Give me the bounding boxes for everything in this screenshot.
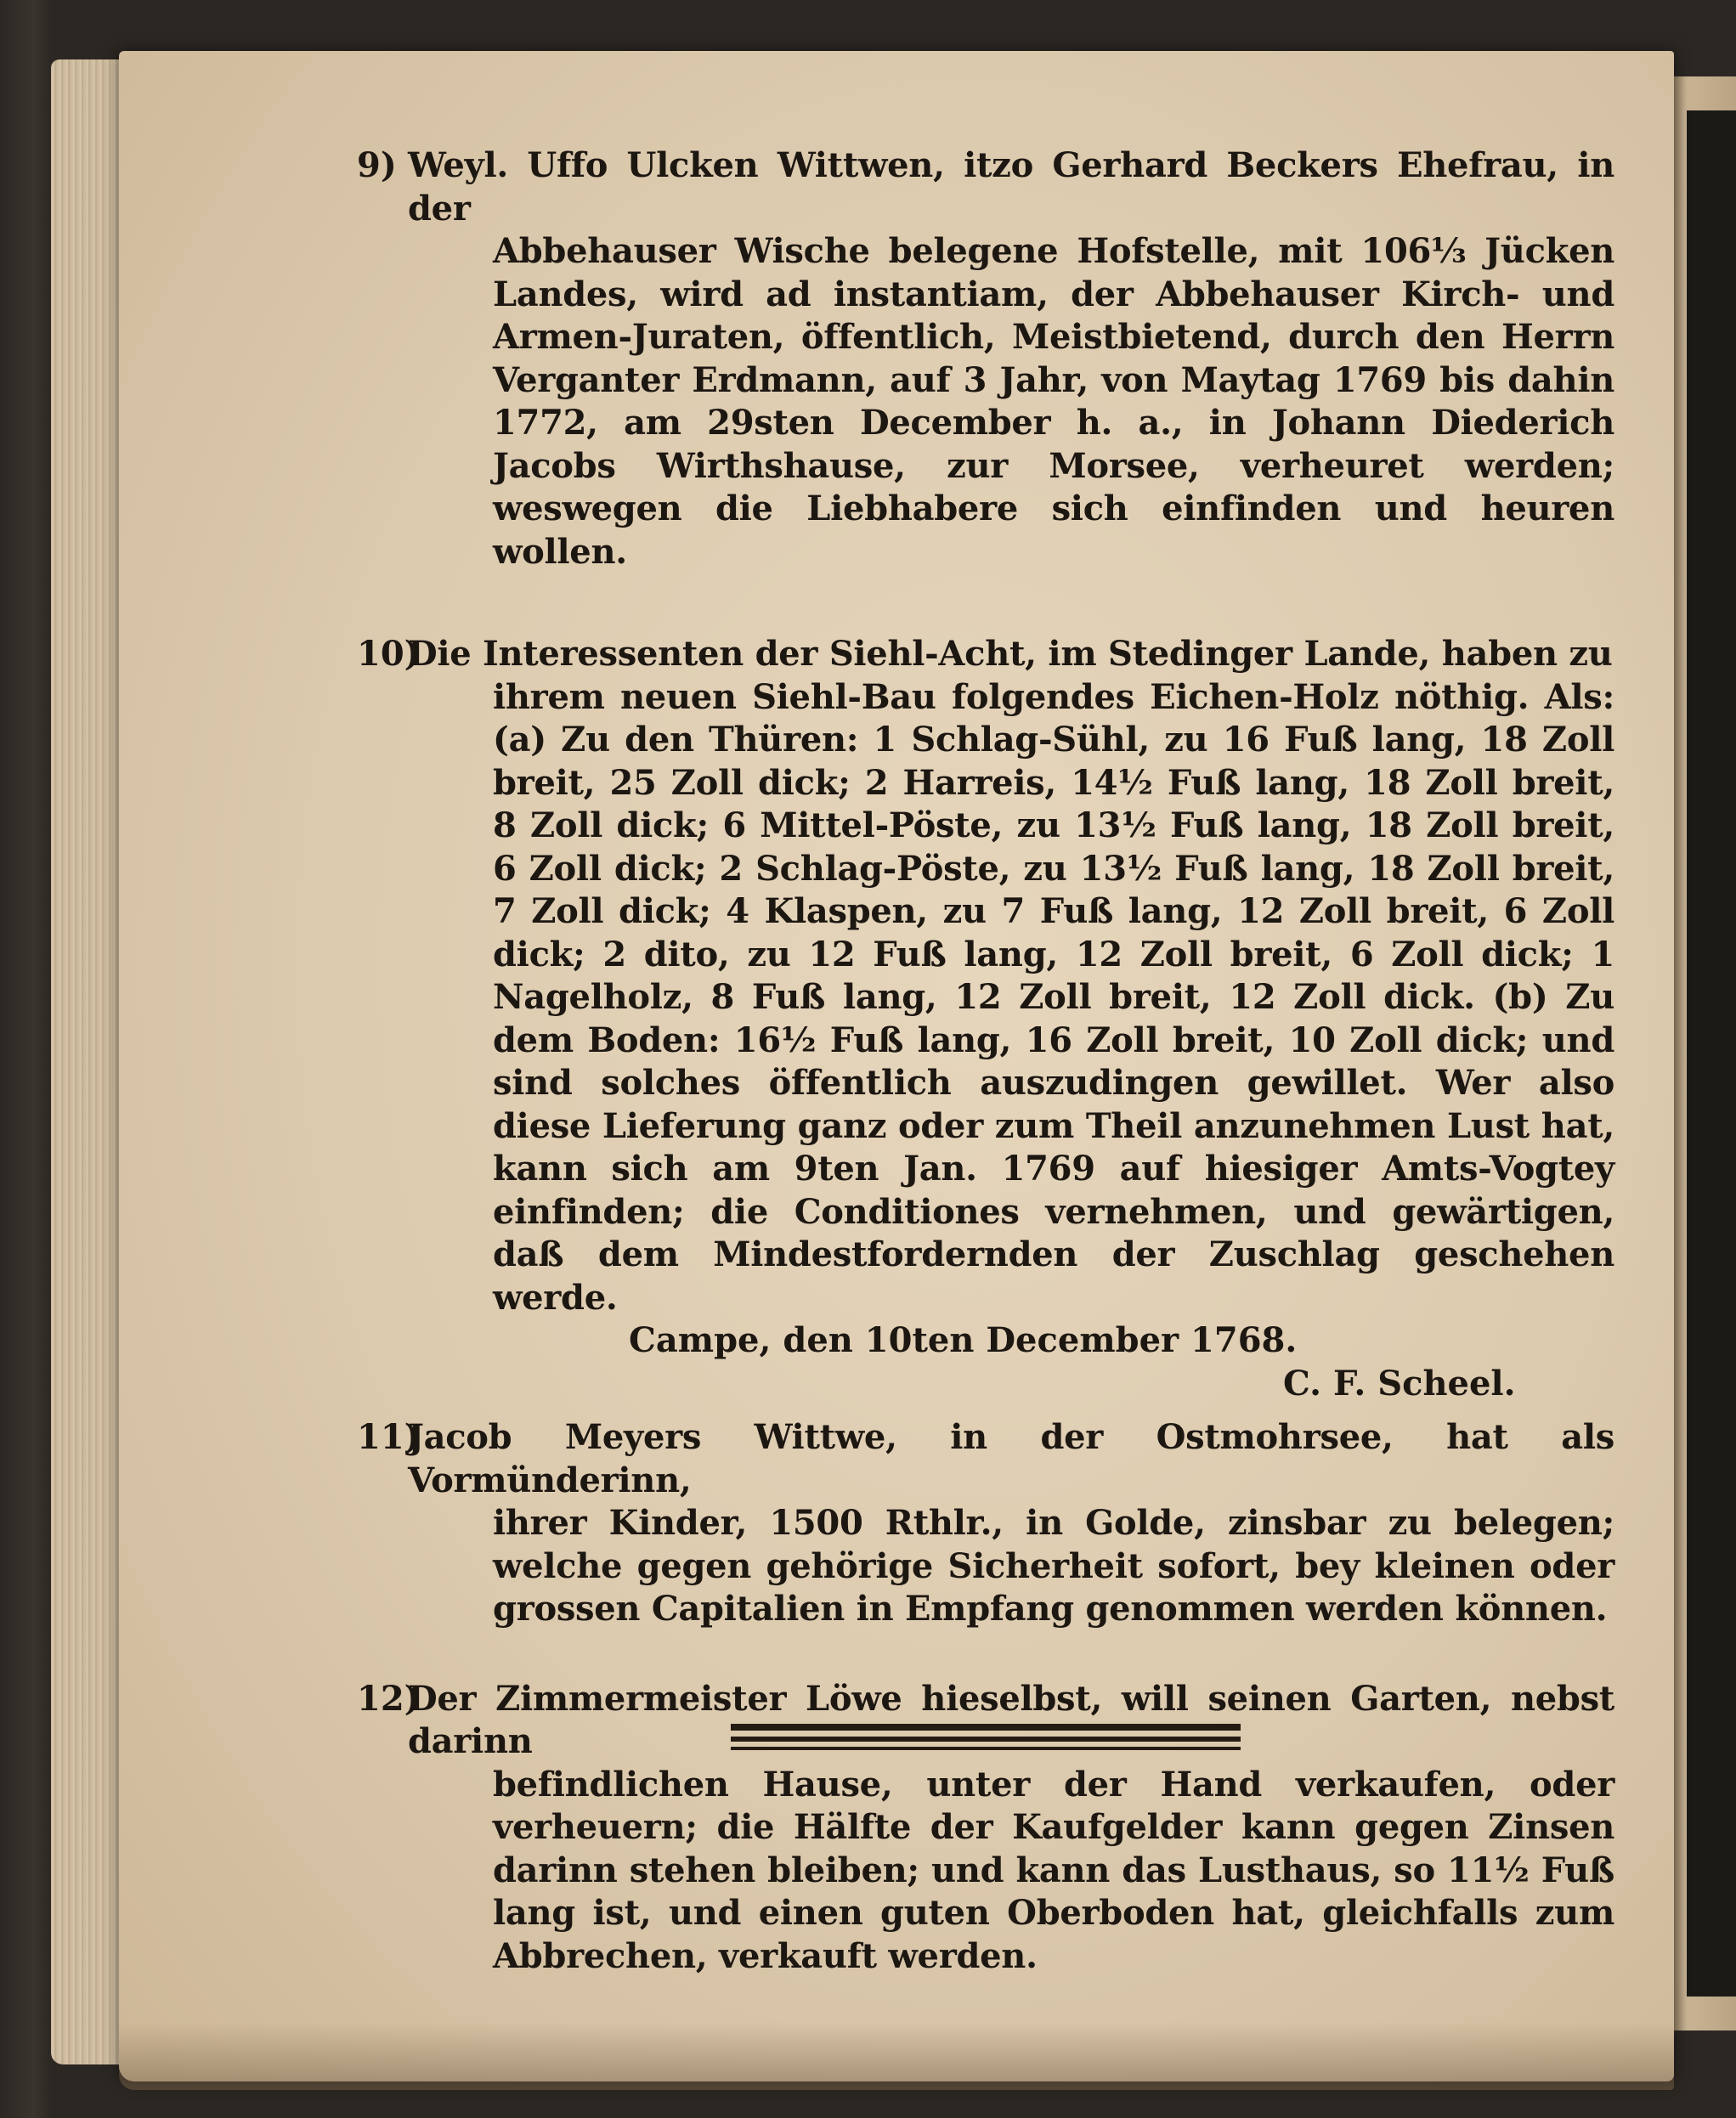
entry-text: ihrer Kinder, 1500 Rthlr., in Golde, zinsbar zu belegen; welche gegen gehörige Sicherheit sofort, bey kleinen oder grossen Capitalien in Empfang genommen werden können.: [493, 1503, 1614, 1629]
entry-first-line: Die Interessenten der Siehl-Acht, im Stedinger Lande, haben zu: [408, 634, 1613, 674]
entry-10: [127, 633, 1614, 1319]
entry-9: [127, 144, 1614, 573]
entry-number: 11): [357, 1417, 421, 1457]
dateline: Campe, den 10ten December 1768.: [629, 1320, 1298, 1360]
entry-body: [408, 633, 1614, 1319]
closing-rule: [731, 1747, 1241, 1750]
page-shadow: [119, 2022, 1674, 2090]
entry-first-line: Jacob Meyers Wittwe, in der Ostmohrsee, hat als Vormünderinn,: [408, 1417, 1614, 1500]
page-text: [127, 127, 1614, 1978]
entry-body: [408, 1416, 1614, 1631]
entry-number: 12): [357, 1678, 421, 1719]
entry-11: [127, 1416, 1614, 1631]
signature: C. F. Scheel.: [1283, 1364, 1516, 1404]
entry-text: ihrem neuen Siehl-Bau folgendes Eichen-Holz nöthig. Als: (a) Zu den Thüren: 1 Schlag-Sühl, zu 16 Fuß lang, 18 Zoll breit, 25 Zoll dick; 2 Harreis, 14½ Fuß lang, 18 Zoll breit, 8 Zoll dick; 6 Mittel-Pöste, zu 13½ Fuß lang, 18 Zoll breit, 6 Zoll dick; 2 Schlag-Pöste, zu 13½ Fuß lang, 18 Zoll breit, 7 Zoll dick; 4 Klaspen, zu 7 Fuß lang, 12 Zoll breit, 6 Zoll dick; 2 dito, zu 12 Fuß lang, 12 Zoll breit, 6 Zoll dick; 1 Nagelholz, 8 Fuß lang, 12 Zoll breit, 12 Zoll dick. (b) Zu dem Boden: 16½ Fuß lang, 16 Zoll breit, 10 Zoll dick; und sind solches öffentlich auszudingen gewillet. Wer also diese Lieferung ganz oder zum Theil anzunehmen Lust hat, kann sich am 9ten Jan. 1769 auf hiesiger Amts-Vogtey einfinden; die Conditiones vernehmen, und gewärtigen, daß dem Mindestfordernden der Zuschlag geschehen werde.: [493, 676, 1614, 1318]
entry-body: [408, 1678, 1614, 1979]
closing-rule: [731, 1737, 1241, 1742]
entry-body: [408, 144, 1614, 573]
entry-text: befindlichen Hause, unter der Hand verkaufen, oder verheuern; die Hälfte der Kaufgelder kann gegen Zinsen darinn stehen bleiben; und kann das Lusthaus, so 11½ Fuß lang ist, und einen guten Oberboden hat, gleichfalls zum Abbrechen, verkauft werden.: [493, 1764, 1614, 1976]
entry-number: 10): [357, 634, 421, 674]
entry-text: Abbehauser Wische belegene Hofstelle, mit 106⅓ Jücken Landes, wird ad instantiam, der Abbehauser Kirch- und Armen-Juraten, öffentlich, Meistbietend, durch den Herrn Verganter Erdmann, auf 3 Jahr, von Maytag 1769 bis dahin 1772, am 29sten December h. a., in Johann Diederich Jacobs Wirthshause, zur Morsee, verheuret werden; weswegen die Liebhabere sich einfinden und heuren wollen.: [493, 231, 1614, 572]
entry-number: 9): [357, 145, 397, 185]
entry-first-line: Der Zimmermeister Löwe hieselbst, will seinen Garten, nebst darinn: [408, 1678, 1614, 1761]
closing-rule: [731, 1724, 1241, 1731]
entry-first-line: Weyl. Uffo Ulcken Wittwen, itzo Gerhard Beckers Ehefrau, in der: [408, 145, 1614, 229]
entry-12: [127, 1678, 1614, 1979]
page-edges: [51, 59, 129, 2064]
background-gap: [1687, 110, 1736, 1997]
